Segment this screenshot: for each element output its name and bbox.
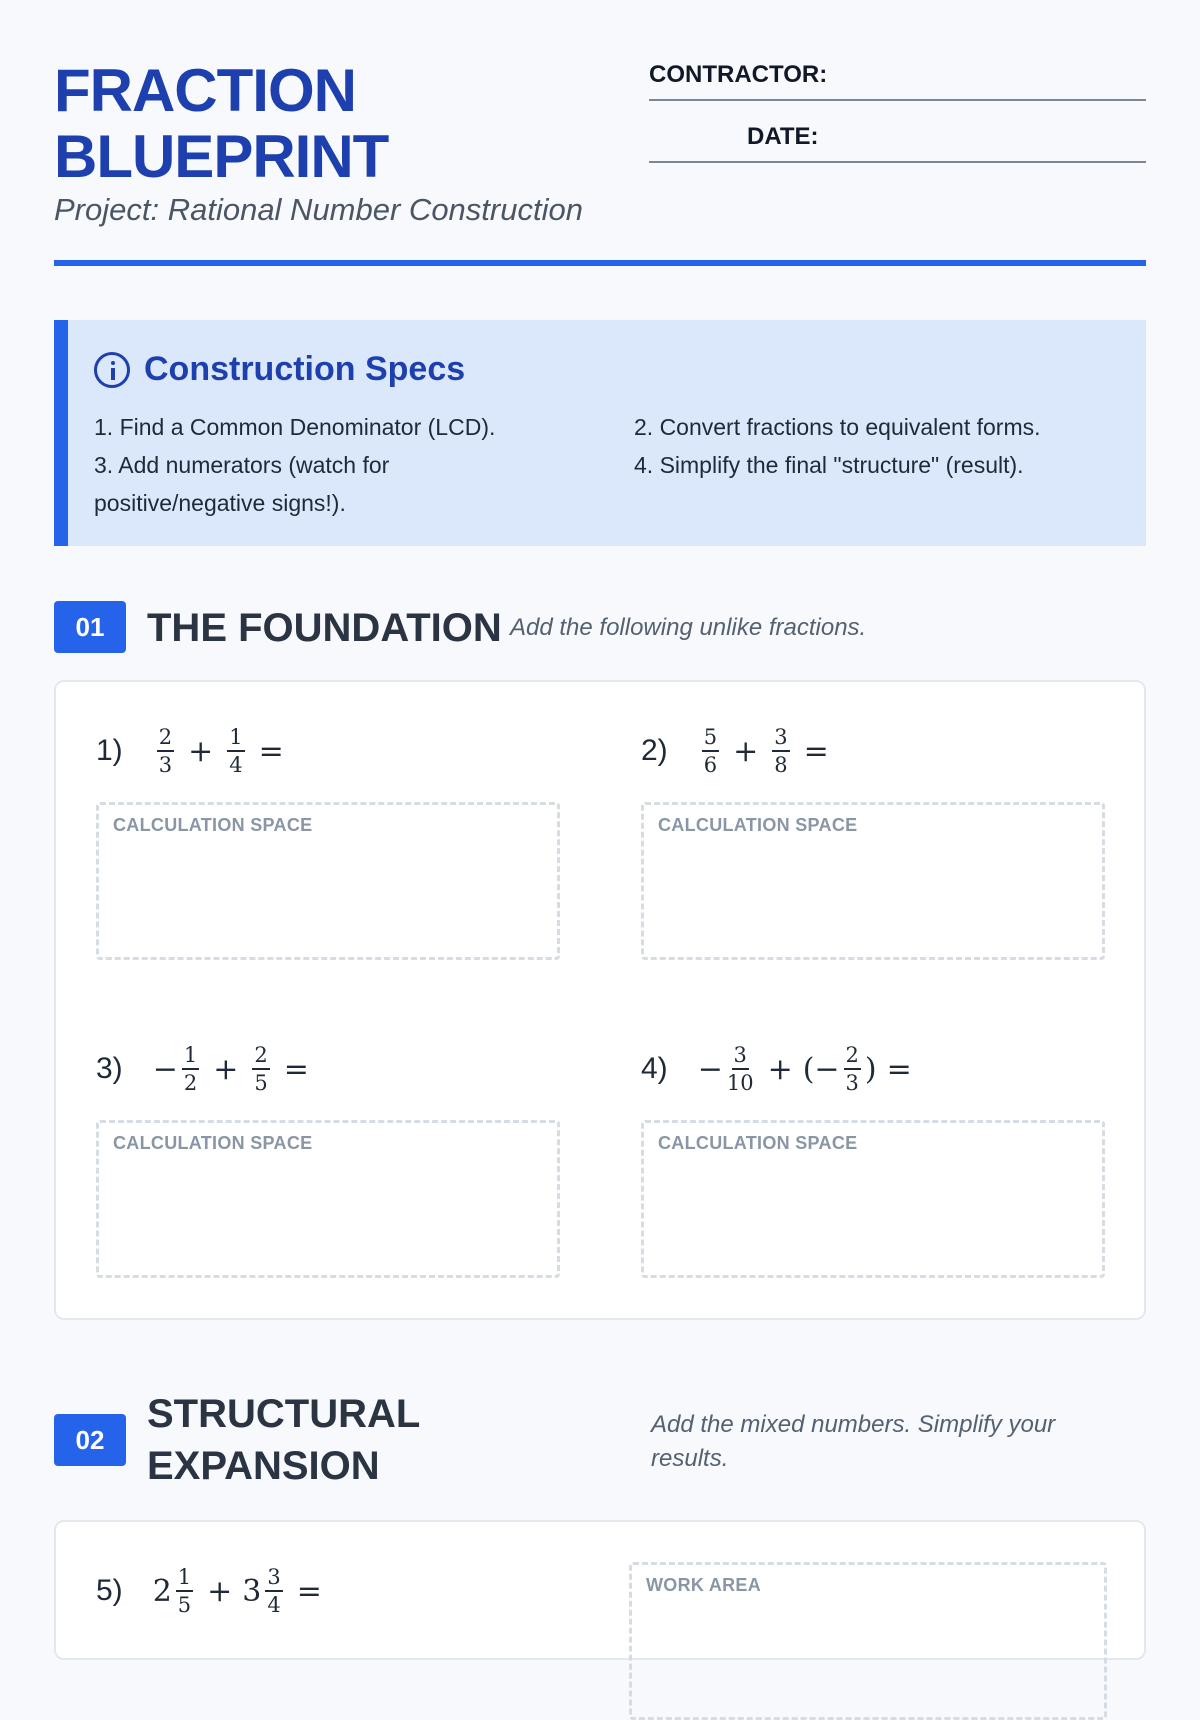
fraction: $\frac{5}{6}$ xyxy=(703,725,718,777)
section-badge-02: 02 xyxy=(54,1414,126,1466)
problem-number: 5) xyxy=(96,1574,123,1607)
header-divider xyxy=(54,260,1146,266)
project-subtitle: Project: Rational Number Construction xyxy=(54,192,583,227)
info-icon xyxy=(94,352,130,388)
whole-number: 2 xyxy=(152,1573,172,1609)
close-paren: ) xyxy=(864,1051,877,1087)
fraction: $\frac{2}{3}$ xyxy=(158,725,173,777)
date-field[interactable] xyxy=(649,119,1146,163)
equals-sign: = xyxy=(803,733,829,769)
equals-sign: = xyxy=(283,1051,309,1087)
calculation-space-label: CALCULATION SPACE xyxy=(113,1133,313,1153)
title-line-2: BLUEPRINT xyxy=(54,123,389,190)
plus-operator: + xyxy=(188,733,214,769)
spec-item-3: 3. Add numerators (watch for positive/negative signs!). xyxy=(94,452,390,516)
fraction: $\frac{3}{4}$ xyxy=(267,1565,281,1617)
calculation-space-1[interactable] xyxy=(96,802,560,960)
worksheet-title xyxy=(54,58,388,190)
section-title-line-2: EXPANSION xyxy=(147,1444,380,1488)
fraction: $\frac{1}{5}$ xyxy=(177,1565,192,1617)
calculation-space-3[interactable] xyxy=(96,1120,560,1278)
problem-number: 1) xyxy=(96,734,123,767)
section-title-foundation: THE FOUNDATION xyxy=(147,606,502,650)
equals-sign: = xyxy=(886,1051,912,1087)
section-note-structural-expansion: Add the mixed numbers. Simplify your results. xyxy=(651,1411,1056,1472)
minus-sign: − xyxy=(697,1051,723,1087)
specs-title: Construction Specs xyxy=(144,350,466,388)
fraction: $\frac{3}{10}$ xyxy=(726,1043,754,1095)
title-line-1: FRACTION xyxy=(54,57,356,124)
spec-item-4: 4. Simplify the final "structure" (result). xyxy=(634,452,1024,478)
section-title-line-1: STRUCTURAL xyxy=(147,1392,421,1436)
problem-4 xyxy=(641,1044,922,1094)
section-note-foundation: Add the following unlike fractions. xyxy=(510,614,867,641)
construction-specs-box xyxy=(54,320,1146,546)
section-title-structural-expansion xyxy=(147,1388,420,1492)
calculation-space-label: CALCULATION SPACE xyxy=(658,815,858,835)
fraction: $\frac{3}{8}$ xyxy=(774,725,788,777)
work-area-label: WORK AREA xyxy=(646,1575,762,1595)
calculation-space-4[interactable] xyxy=(641,1120,1105,1278)
fraction: $\frac{1}{4}$ xyxy=(229,725,243,777)
problem-number: 3) xyxy=(96,1052,123,1085)
equals-sign: = xyxy=(296,1573,322,1609)
specs-header xyxy=(94,350,465,389)
equals-sign: = xyxy=(258,733,284,769)
calculation-space-2[interactable] xyxy=(641,802,1105,960)
foundation-card xyxy=(54,680,1146,1320)
contractor-field[interactable] xyxy=(649,57,1146,101)
fraction: $\frac{1}{2}$ xyxy=(183,1043,198,1095)
plus-operator: + xyxy=(733,733,759,769)
calculation-space-label: CALCULATION SPACE xyxy=(658,1133,858,1153)
problem-number: 4) xyxy=(641,1052,668,1085)
structural-expansion-card xyxy=(54,1520,1146,1660)
problem-number: 2) xyxy=(641,734,668,767)
date-label: DATE: xyxy=(747,123,819,150)
work-area[interactable] xyxy=(629,1562,1107,1720)
plus-operator: + xyxy=(213,1051,239,1087)
problem-1 xyxy=(96,726,294,776)
open-paren: (− xyxy=(802,1051,840,1087)
plus-operator: + xyxy=(767,1051,793,1087)
calculation-space-label: CALCULATION SPACE xyxy=(113,815,313,835)
worksheet-page xyxy=(54,0,1146,1617)
spec-item-1: 1. Find a Common Denominator (LCD). xyxy=(94,414,496,440)
whole-number: 3 xyxy=(242,1573,262,1609)
problem-3 xyxy=(96,1044,319,1094)
minus-sign: − xyxy=(152,1051,178,1087)
fraction: $\frac{2}{5}$ xyxy=(254,1043,268,1095)
section-badge-01: 01 xyxy=(54,601,126,653)
spec-item-2: 2. Convert fractions to equivalent forms. xyxy=(634,414,1041,440)
problem-2 xyxy=(641,726,839,776)
contractor-label: CONTRACTOR: xyxy=(649,61,828,88)
problem-5 xyxy=(96,1566,332,1616)
plus-operator: + xyxy=(207,1573,233,1609)
fraction: $\frac{2}{3}$ xyxy=(845,1043,859,1095)
